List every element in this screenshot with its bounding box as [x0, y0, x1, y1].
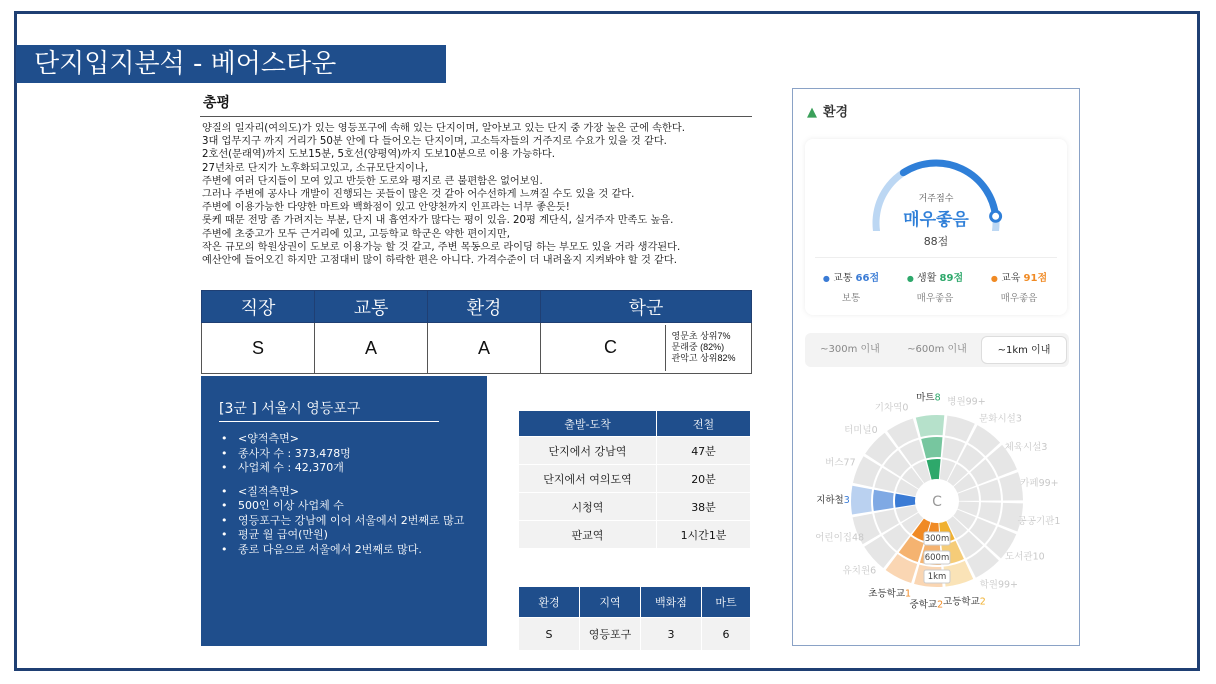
- radial-count: 77: [843, 457, 856, 469]
- commute-time: 20분: [657, 465, 751, 493]
- summary-line: 3대 업무지구 까지 거리가 50분 안에 다 들어오는 단지이며, 고소득자들의 거주지로 수요가 있을 것 같다.: [202, 136, 667, 148]
- radial-count: 2: [979, 596, 986, 608]
- radial-label: 고등학교2: [943, 596, 986, 608]
- commute-table: [518, 410, 751, 549]
- radial-count: 1: [1054, 516, 1061, 528]
- subscore-grade: 매우좋음: [1000, 293, 1038, 304]
- tab-300m[interactable]: ~300m 이내: [820, 344, 880, 355]
- radial-label: 마트8: [916, 392, 941, 404]
- district-item: • 영등포구는 강남에 이어 서울에서 2번째로 많고: [221, 514, 464, 529]
- school-notes: [665, 325, 736, 371]
- summary-heading: 총평: [203, 95, 231, 111]
- table-row: [519, 618, 751, 651]
- radial-count: 1: [905, 588, 912, 600]
- radial-count: 99+: [1038, 477, 1059, 489]
- radial-count: 2: [937, 599, 944, 611]
- table-row: [519, 493, 751, 521]
- summary-text: [202, 122, 762, 267]
- radial-label: 어린이집48: [815, 532, 865, 544]
- radial-label: 기차역0: [874, 402, 909, 414]
- commute-route: 시청역: [519, 493, 657, 521]
- summary-line: 주변에 이용가능한 다양한 마트와 백화점이 있고 안양천까지 인프라는 너무 좋은듯!: [202, 202, 570, 214]
- grade-value-school: C: [604, 336, 617, 357]
- grade-value-environment: A: [428, 323, 541, 374]
- radial-center-label: C: [932, 494, 942, 510]
- stores-department: 3: [641, 618, 702, 651]
- summary-line: 주변에 초중고가 모두 근거리에 있고, 고등학교 학군은 약한 편이지만,: [202, 228, 510, 240]
- environment-panel: [792, 88, 1080, 646]
- score-value: 88점: [923, 235, 949, 248]
- district-divider: [219, 421, 439, 422]
- range-tabs: [805, 333, 1069, 367]
- radial-count: 0: [902, 402, 909, 414]
- school-note: 문래중 (82%): [671, 342, 725, 352]
- commute-header-route: 출발-도착: [519, 411, 657, 437]
- stores-header-mart: 마트: [702, 587, 751, 618]
- grade-header-environment: 환경: [428, 291, 541, 323]
- stores-table: [518, 586, 751, 651]
- district-list: [221, 432, 464, 557]
- radial-count: 8: [934, 392, 941, 404]
- table-row: [519, 437, 751, 465]
- radial-segment: [895, 494, 915, 508]
- tab-1km[interactable]: ~1km 이내: [981, 336, 1067, 364]
- subscore-living: ● 생활 89점 매우좋음: [895, 269, 975, 304]
- score-label: 거주점수: [918, 194, 954, 204]
- radial-label: 중학교2: [909, 599, 944, 611]
- district-item: • 평균 월 급여(만원): [221, 528, 464, 543]
- radial-label: 도서관10: [1005, 551, 1045, 563]
- subscore-grade: 매우좋음: [916, 293, 954, 304]
- stores-env: S: [519, 618, 580, 651]
- commute-route: 단지에서 강남역: [519, 437, 657, 465]
- commute-time: 1시간1분: [657, 521, 751, 549]
- summary-line: 주변에 여러 단지들이 모여 있고 반듯한 도로와 평지로 큰 불편함은 없어보임.: [202, 175, 543, 187]
- facility-radial-chart: [793, 379, 1081, 629]
- radial-count: 10: [1032, 551, 1045, 563]
- district-item: • 사업체 수 : 42,370개: [221, 461, 464, 476]
- radial-label: 터미널0: [844, 425, 878, 437]
- table-row: [519, 465, 751, 493]
- grade-value-work: S: [202, 323, 315, 374]
- subscore-transport: ● 교통 66점 보통: [811, 269, 891, 304]
- district-item: • 종사자 수 : 373,478명: [221, 447, 464, 462]
- radial-segment: [921, 437, 942, 458]
- district-item: • 500인 이상 사업체 수: [221, 499, 464, 514]
- radial-count: 0: [871, 425, 878, 437]
- radial-count: 6: [870, 565, 877, 577]
- score-card: [805, 139, 1067, 315]
- summary-line: 롯케 때문 전망 좀 가려지는 부분, 단지 내 흡연자가 많다는 평이 있음. 20평 계단식, 실거주자 만족도 높음.: [202, 215, 674, 227]
- ring-label: 600m: [924, 553, 950, 563]
- summary-line: 예산안에 들어오긴 하지만 고점대비 많이 하락한 편은 아니다. 가격수준이 더 내려올지 지켜봐야 할 것 같다.: [202, 255, 677, 267]
- radial-segment: [945, 416, 975, 442]
- radial-label: 초등학교1: [868, 588, 912, 600]
- summary-line: 작은 규모의 학원상권이 도보로 이용가능 할 것 같고, 주변 목동으로 라이딩 하는 부모도 있을 거라 생각된다.: [202, 241, 681, 253]
- subscore-education: ● 교육 91점 매우좋음: [979, 269, 1059, 304]
- radial-label: 공공기관1: [1017, 516, 1061, 528]
- commute-header-subway: 전철: [657, 411, 751, 437]
- commute-route: 판교역: [519, 521, 657, 549]
- radial-label: 체육시설3: [1004, 442, 1048, 454]
- subscore-label: 생활: [917, 273, 937, 284]
- summary-line: 양질의 일자리(여의도)가 있는 영등포구에 속해 있는 단지이며, 알아보고 있는 단지 중 가장 높은 군에 속한다.: [202, 123, 685, 134]
- ring-label: 300m: [924, 534, 950, 544]
- tree-icon: ▲: [807, 105, 817, 120]
- grade-header-transport: 교통: [315, 291, 428, 323]
- stores-region: 영등포구: [580, 618, 641, 651]
- score-divider: [815, 257, 1057, 258]
- stores-mart: 6: [702, 618, 751, 651]
- table-row: [519, 521, 751, 549]
- radial-label: 지하철3: [816, 494, 850, 506]
- radial-segment: [851, 486, 872, 515]
- radial-count: 3: [843, 494, 850, 506]
- summary-divider: [200, 116, 752, 117]
- radial-label: 병원99+: [947, 396, 986, 408]
- summary-line: 그러나 주변에 공사나 개발이 진행되는 곳들이 많은 것 같아 어수선하게 느껴질 수도 있을 것 같다.: [202, 189, 635, 201]
- radial-segment: [916, 415, 945, 437]
- commute-time: 47분: [657, 437, 751, 465]
- radial-count: 3: [1015, 413, 1022, 425]
- grade-header-school: 학군: [541, 291, 752, 323]
- district-info-box: [201, 376, 487, 646]
- subscore-value: 89점: [939, 273, 964, 284]
- district-title: [3군 ] 서울시 영등포구: [219, 401, 361, 417]
- env-heading: 환경: [823, 105, 849, 120]
- district-item: • <양적측면>: [221, 432, 464, 447]
- radial-segment: [873, 490, 894, 511]
- subscore-label: 교육: [1001, 273, 1021, 284]
- district-spacer: [221, 476, 464, 485]
- radial-count: 3: [1041, 442, 1048, 454]
- radial-count: 48: [851, 532, 865, 544]
- score-word: 매우좋음: [903, 210, 969, 230]
- subscore-label: 교통: [833, 273, 853, 284]
- subscore-value: 91점: [1023, 273, 1048, 284]
- school-note: 영문초 상위7%: [671, 331, 731, 341]
- radial-label: 문화시설3: [979, 413, 1022, 425]
- district-item: • <질적측면>: [221, 485, 464, 500]
- radial-label: 학원99+: [979, 579, 1019, 591]
- subscore-grade: 보통: [841, 293, 861, 304]
- school-note: 관악고 상위82%: [671, 353, 736, 363]
- stores-header-department: 백화점: [641, 587, 702, 618]
- grade-school-cell: [541, 323, 752, 374]
- ring-label: 1km: [927, 572, 947, 582]
- radial-count: 99+: [965, 396, 986, 408]
- grade-value-transport: A: [315, 323, 428, 374]
- env-header: [807, 101, 848, 120]
- grade-table: [201, 290, 752, 374]
- subscore-value: 66점: [855, 273, 880, 284]
- page-title: 단지입지분석 - 베어스타운: [16, 45, 446, 83]
- summary-line: 27년차로 단지가 노후화되고있고, 소규모단지이나,: [202, 162, 428, 174]
- summary-line: 2호선(문래역)까지 도보15분, 5호선(양평역)까지 도보10분으로 이용 가능하다.: [202, 149, 556, 161]
- district-item: • 종로 다음으로 서울에서 2번째로 많다.: [221, 543, 464, 558]
- tab-600m[interactable]: ~600m 이내: [907, 344, 967, 355]
- radial-count: 99+: [997, 579, 1019, 591]
- stores-header-region: 지역: [580, 587, 641, 618]
- radial-label: 버스77: [825, 457, 856, 469]
- radial-label: 카페99+: [1020, 477, 1059, 489]
- grade-header-work: 직장: [202, 291, 315, 323]
- radial-label: 유치원6: [842, 565, 877, 577]
- commute-time: 38분: [657, 493, 751, 521]
- stores-header-env: 환경: [519, 587, 580, 618]
- commute-route: 단지에서 여의도역: [519, 465, 657, 493]
